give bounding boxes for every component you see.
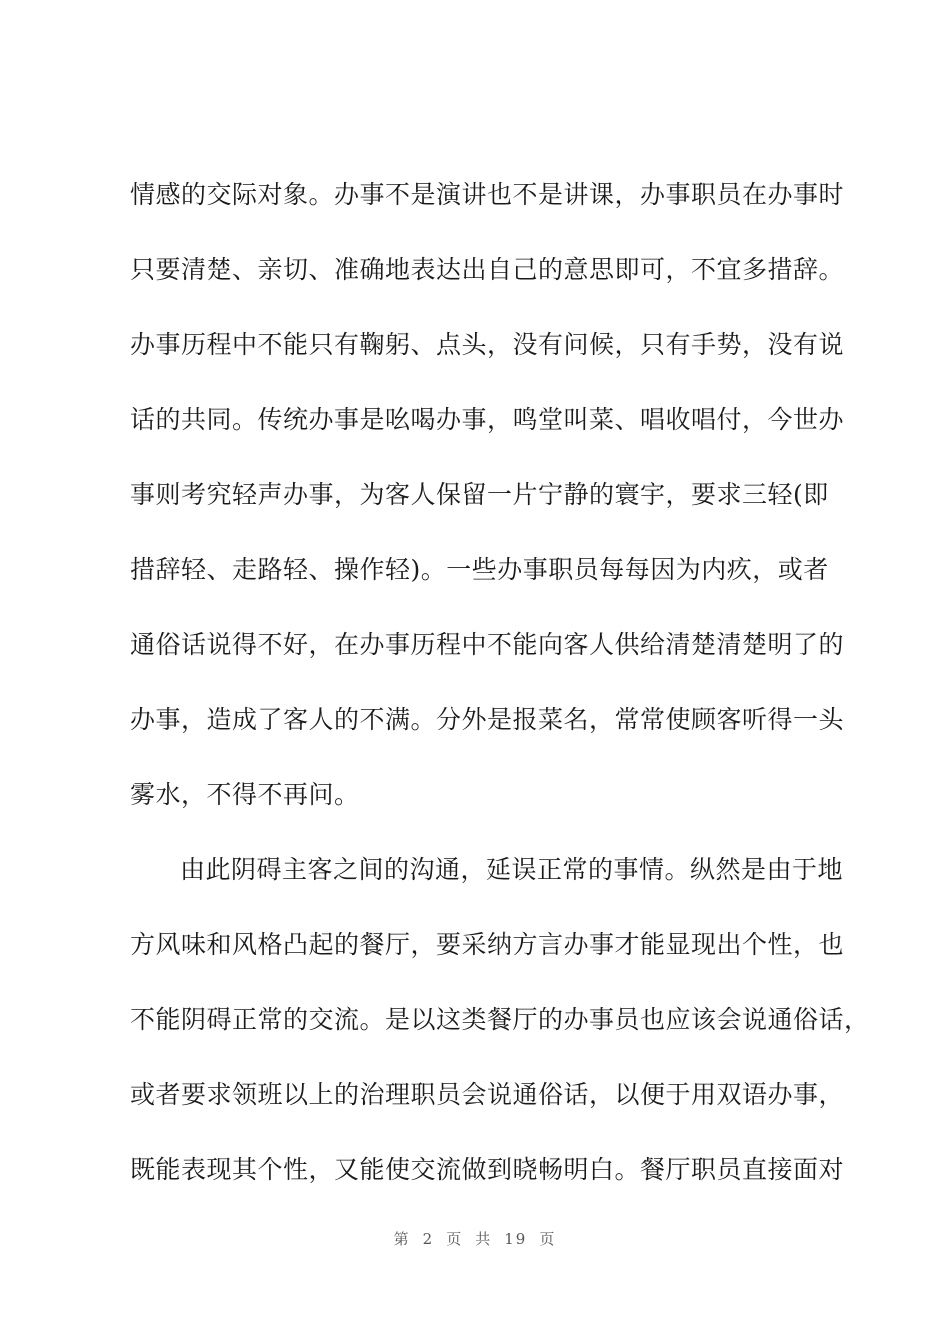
text-line: 事则考究轻声办事，为客人保留一片宁静的寰宇，要求三轻(即 (130, 480, 829, 509)
footer-ye2: 页 (539, 1230, 557, 1248)
text-line: 办事历程中不能只有鞠躬、点头，没有问候，只有手势，没有说 (130, 330, 845, 359)
text-line: 既能表现其个性，又能使交流做到晓畅明白。餐厅职员直接面对 (130, 1155, 845, 1184)
text-line: 方风味和风格凸起的餐厅，要采纳方言办事才能显现出个性，也 (130, 930, 845, 959)
text-line: 雾水，不得不再问。 (130, 780, 360, 809)
total-pages: 19 (504, 1230, 528, 1248)
text-line: 措辞轻、走路轻、操作轻)。一些办事职员每每因为内疚，或者 (130, 555, 829, 584)
text-line: 不能阴碍正常的交流。是以这类餐厅的办事员也应该会说通俗话， (130, 1005, 870, 1034)
text-line: 只要清楚、亲切、准确地表达出自己的意思即可，不宜多措辞。 (130, 255, 845, 284)
footer-di: 第 (393, 1230, 411, 1248)
text-line: 情感的交际对象。办事不是演讲也不是讲课，办事职员在办事时 (130, 180, 845, 209)
paragraph-first-line: 由此阴碍主客之间的沟通，延误正常的事情。纵然是由于地 (180, 855, 844, 884)
page-footer (0, 1228, 950, 1249)
text-line: 办事，造成了客人的不满。分外是报菜名，常常使顾客听得一头 (130, 705, 845, 734)
text-line: 通俗话说得不好，在办事历程中不能向客人供给清楚清楚明了的 (130, 630, 845, 659)
text-line: 或者要求领班以上的治理职员会说通俗话，以便于用双语办事， (130, 1080, 845, 1109)
page-number: 2 (422, 1230, 435, 1248)
footer-gong: 共 (475, 1230, 493, 1248)
text-line: 话的共同。传统办事是吆喝办事，鸣堂叫菜、唱收唱付，今世办 (130, 405, 845, 434)
footer-ye: 页 (446, 1230, 464, 1248)
